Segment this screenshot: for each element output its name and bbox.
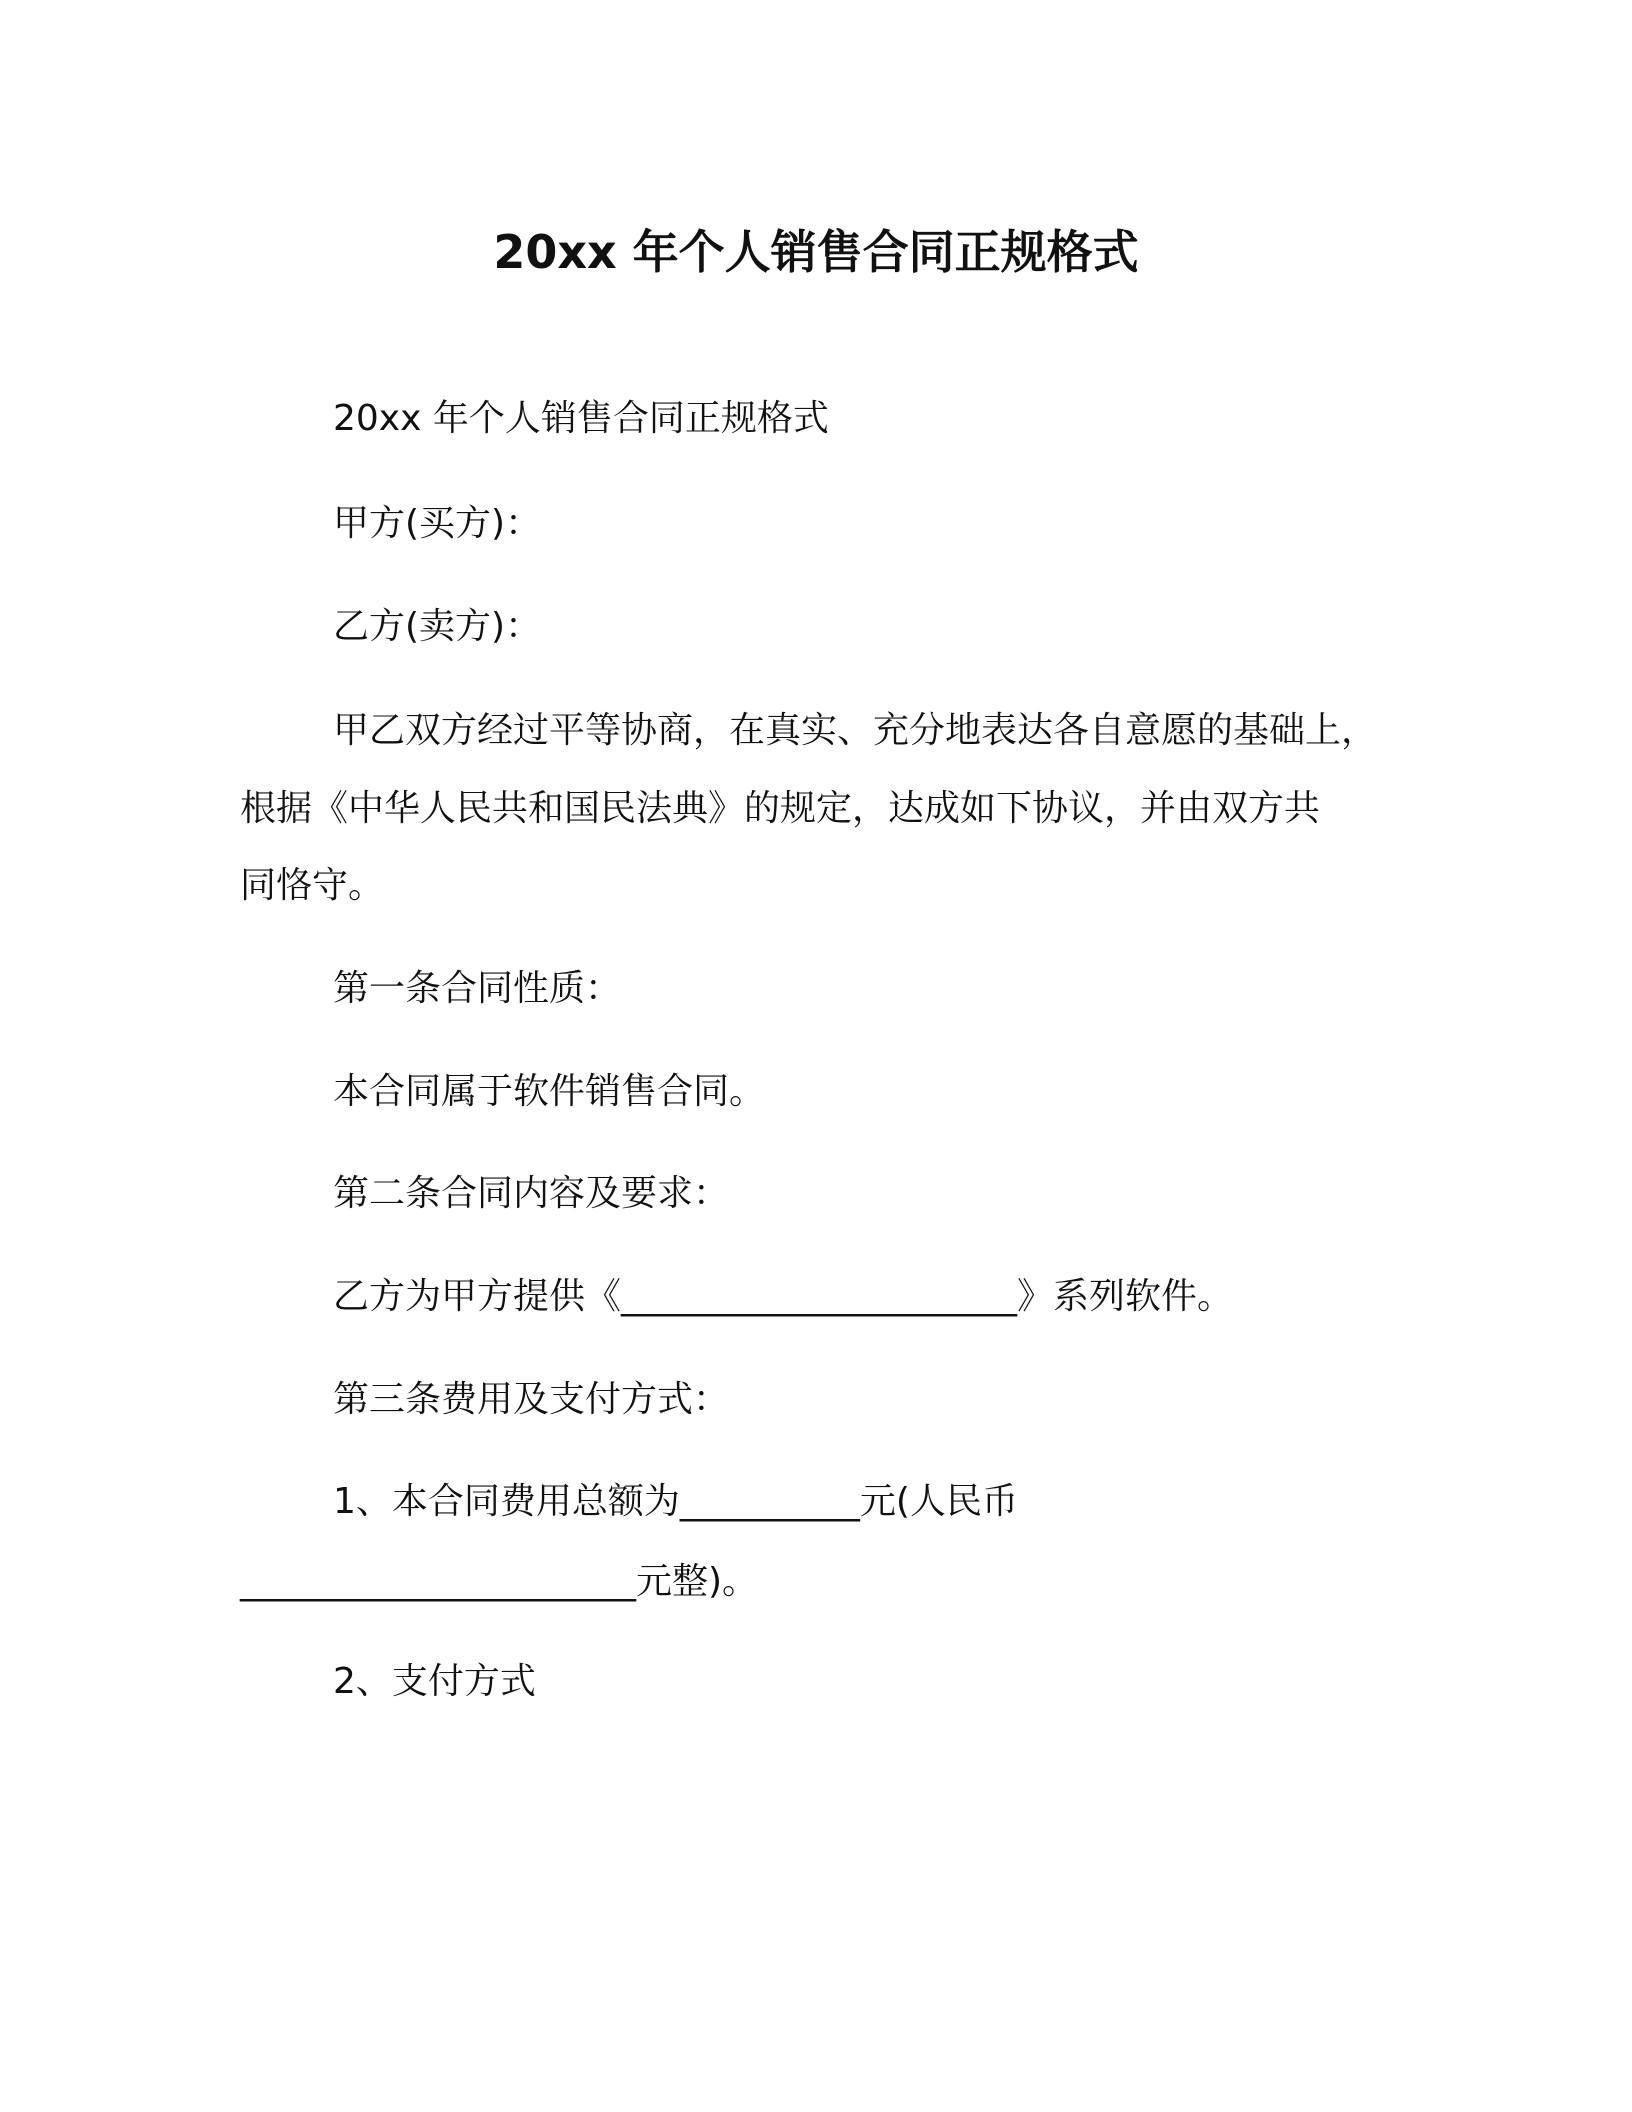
article-3-item-1-line-2: ______________________元整)。	[240, 1561, 759, 1602]
party-b-line: 乙方(卖方)：	[333, 606, 542, 647]
preamble-line-3: 同恪守。	[240, 865, 385, 906]
subtitle-line: 20xx 年个人销售合同正规格式	[333, 398, 829, 439]
party-a-line: 甲方(买方)：	[333, 503, 542, 544]
article-2-heading: 第二条合同内容及要求：	[333, 1173, 730, 1214]
preamble-line-1: 甲乙双方经过平等协商，在真实、充分地表达各自意愿的基础上，	[333, 710, 1378, 751]
article-1-text: 本合同属于软件销售合同。	[333, 1071, 766, 1112]
article-3-heading: 第三条费用及支付方式：	[333, 1379, 730, 1420]
article-2-text: 乙方为甲方提供《______________________》系列软件。	[333, 1276, 1234, 1317]
article-1-heading: 第一条合同性质：	[333, 968, 622, 1009]
preamble-line-2: 根据《中华人民共和国民法典》的规定，达成如下协议，并由双方共	[240, 788, 1321, 829]
article-3-item-2: 2、支付方式	[333, 1661, 536, 1702]
document-title: 20xx 年个人销售合同正规格式	[493, 225, 1139, 279]
article-3-item-1-line-1: 1、本合同费用总额为__________元(人民币	[333, 1481, 1018, 1522]
